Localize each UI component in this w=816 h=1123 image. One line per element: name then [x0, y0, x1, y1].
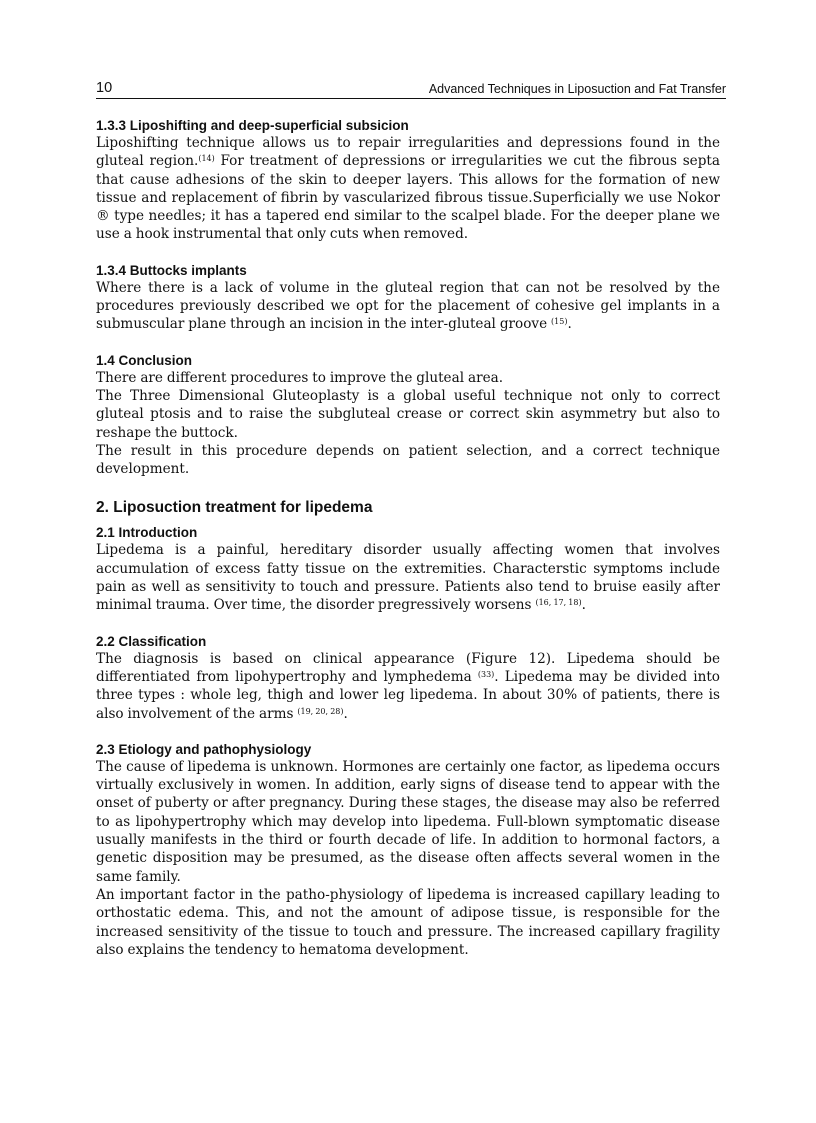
paragraph-liposhifting: [96, 134, 720, 244]
citation: (19, 20, 28): [297, 706, 344, 716]
text-run: . Lipedema may be divided into three types : whole leg, thigh and lower leg lipedema. In about 30% of patients, there is also involvement of the arms: [96, 668, 720, 722]
section-title-2-2: 2.2 Classification: [96, 633, 207, 649]
text-run: .: [343, 705, 348, 722]
text-run: For treatment of depressions or irregularities we cut the fibrous septa that cause adhesions of the skin to deeper layers. This allows for the formation of new tissue and replacement of fibrin by vascularized fibrous tissue.Superficially we use Nokor ® type needles; it has a tapered end similar to the scalpel blade. For the deeper plane we use a hook instrumental that only cuts when removed.: [96, 153, 720, 243]
text-run: The diagnosis is based on clinical appearance (Figure 12). Lipedema should be differentiated from lipohypertrophy and lymphedema: [96, 650, 720, 685]
citation: (33): [477, 669, 495, 679]
paragraph-buttocks-implants: [96, 279, 720, 334]
text-run: .: [581, 597, 586, 614]
text-run: Liposhifting technique allows us to repair irregularities and depressions found in the gluteal region.: [96, 135, 720, 170]
paragraph-introduction: [96, 541, 720, 614]
paragraph-etiology-2: An important factor in the patho-physiology of lipedema is increased capillary leading to orthostatic edema. This, and not the amount of adipose tissue, is responsible for the increased sensitivity of the tissue to touch and pressure. The increased capillary fragility also explains the tendency to hematoma development.: [96, 886, 720, 958]
section-title-2-1: 2.1 Introduction: [96, 525, 198, 541]
section-title-2: 2. Liposuction treatment for lipedema: [96, 499, 373, 517]
page-header: [96, 79, 726, 99]
citation: (14): [198, 154, 215, 164]
citation: (15): [551, 317, 568, 327]
paragraph-etiology-1: The cause of lipedema is unknown. Hormones are certainly one factor, as lipedema occurs virtually exclusively in women. In addition, early signs of disease tend to appear with the onset of puberty or after pregnancy. During these stages, the disease may also be referred to as lipohypertrophy which may develop into lipedema. Full-blown symptomatic disease usually manifests in the third or fourth decade of life. In addition to hormonal factors, a genetic disposition may be presumed, as the disease often affects several women in the same family.: [96, 758, 720, 885]
paragraph-conclusion-3: The result in this procedure depends on patient selection, and a correct technique development.: [96, 442, 720, 478]
running-title: Advanced Techniques in Liposuction and Fat Transfer: [428, 82, 726, 96]
page-number: 10: [96, 80, 113, 96]
section-title-1-3-3: 1.3.3 Liposhifting and deep-superficial subsicion: [96, 118, 409, 133]
paragraph-classification: [96, 650, 720, 723]
text-run: .: [567, 316, 572, 333]
paragraph-conclusion-2: The Three Dimensional Gluteoplasty is a global useful technique not only to correct gluteal ptosis and to raise the subgluteal crease or correct skin asymmetry but also to reshape the buttock.: [96, 387, 720, 441]
section-title-1-4: 1.4 Conclusion: [96, 352, 193, 368]
text-run: Where there is a lack of volume in the gluteal region that can not be resolved by the procedures previously described we opt for the placement of cohesive gel implants in a submuscular plane through an incision in the inter-gluteal groove: [96, 279, 720, 333]
citation: (16, 17, 18): [535, 598, 582, 608]
section-title-2-3: 2.3 Etiology and pathophysiology: [96, 741, 312, 757]
section-title-1-3-4: 1.3.4 Buttocks implants: [96, 262, 247, 278]
paragraph-conclusion-1: There are different procedures to improve the gluteal area.: [96, 369, 504, 386]
text-run: Lipedema is a painful, hereditary disorder usually affecting women that involves accumulation of excess fatty tissue on the extremities. Characterstic symptoms include pain as well as sensitivity to touch and pressure. Patients also tend to bruise easily after minimal trauma. Over time, the disorder pregressively worsens: [96, 542, 720, 614]
page-body: [96, 117, 720, 959]
